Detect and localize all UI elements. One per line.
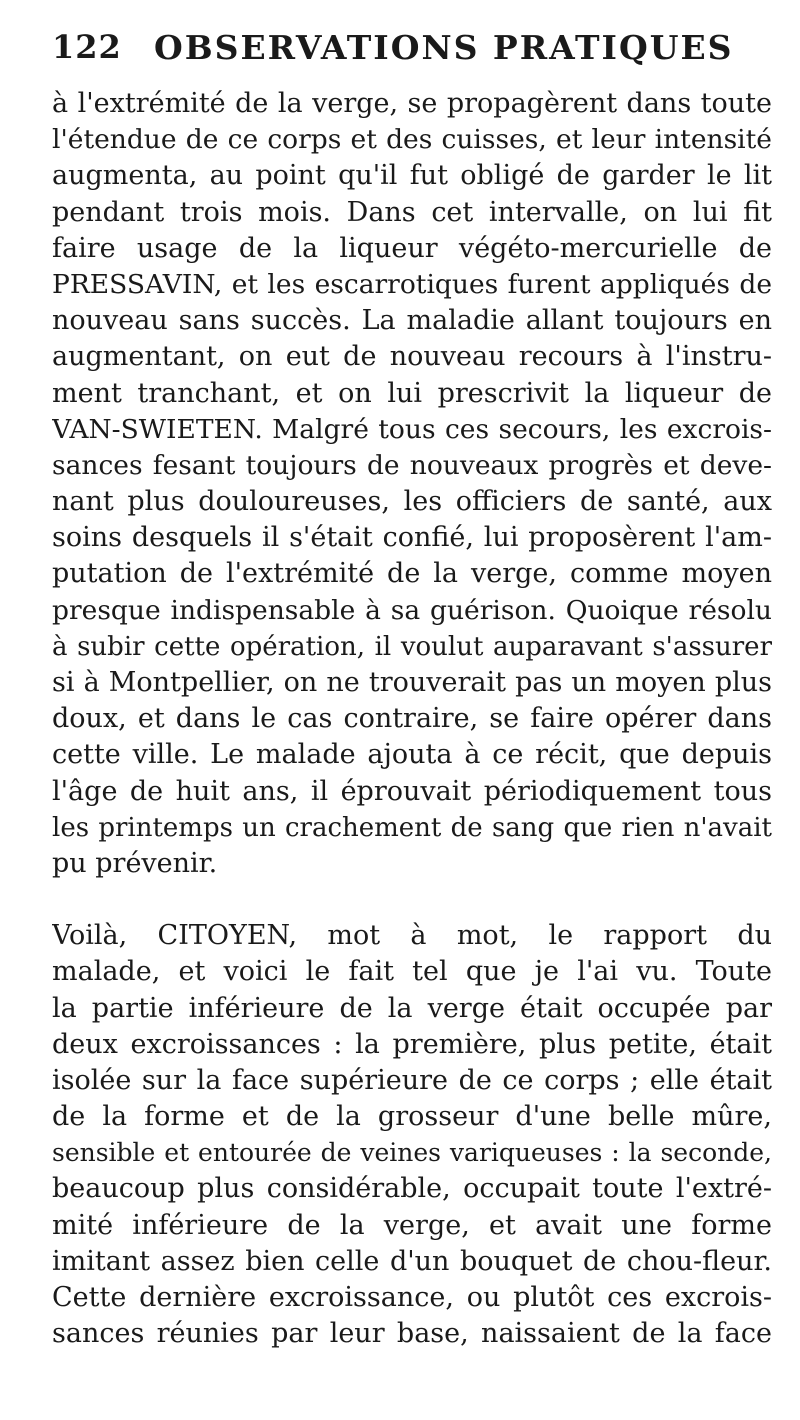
text-line: l'étendue de ce corps et des cuisses, et leur intensité [52,124,772,156]
page-number: 122 [52,28,122,66]
text-line: PRESSAVIN, et les escarrotiques furent appliqués de [52,268,772,300]
text-line: faire usage de la liqueur végéto-mercurielle de [52,232,772,264]
text-line: augmenta, au point qu'il fut obligé de garder le lit [52,160,772,192]
text-line: sances réunies par leur base, naissaient de la face [52,1318,772,1350]
text-line: à subir cette opération, il voulut auparavant s'assurer [52,631,772,662]
text-line: mité inférieure de la verge, et avait une forme [52,1209,772,1241]
text-line: nant plus douloureuses, les officiers de santé, aux [52,486,772,518]
text-line: à l'extrémité de la verge, se propagèrent dans toute [52,88,772,119]
text-line: augmentant, on eut de nouveau recours à l'instru- [52,341,772,373]
text-line: VAN-SWIETEN. Malgré tous ces secours, les excrois- [52,413,772,445]
text-line: beaucoup plus considérable, occupait toute l'extré- [52,1173,772,1205]
text-line: ment tranchant, et on lui prescrivit la liqueur de [52,377,772,409]
text-line: isolée sur la face supérieure de ce corps ; elle était [52,1064,772,1096]
text-line: imitant assez bien celle d'un bouquet de chou-fleur. [52,1245,772,1277]
text-line: Voilà, CITOYEN, mot à mot, le rapport du [52,920,772,952]
text-line: putation de l'extrémité de la verge, comme moyen [52,558,772,590]
page-header [52,28,772,78]
text-line: sensible et entourée de veines variqueuses : la seconde, [52,1138,772,1168]
text-line: la partie inférieure de la verge était occupée par [52,992,772,1024]
paragraph-2 [52,918,772,1352]
text-line: deux excroissances : la première, plus petite, était [52,1028,772,1060]
body-text [52,86,772,1352]
text-line: les printemps un crachement de sang que rien n'avait [52,812,772,843]
text-line: de la forme et de la grosseur d'une belle mûre, [52,1101,772,1133]
text-line: l'âge de huit ans, il éprouvait périodiquement tous [52,775,772,807]
text-line: cette ville. Le malade ajouta à ce récit, que depuis [52,739,772,771]
text-line: pu prévenir. [52,847,218,879]
text-line: pendant trois mois. Dans cet intervalle, on lui fit [52,196,772,228]
text-line: soins desquels il s'était confié, lui proposèrent l'am- [52,522,772,554]
text-line: sances fesant toujours de nouveaux progrès et deve- [52,449,772,481]
running-title: OBSERVATIONS PRATIQUES [154,28,734,67]
text-line: malade, et voici le fait tel que je l'ai vu. Toute [52,956,772,988]
paragraph-1 [52,86,772,882]
text-line: presque indispensable à sa guérison. Quoique résolu [52,594,772,626]
text-line: doux, et dans le cas contraire, se faire opérer dans [52,703,772,735]
text-line: Cette dernière excroissance, ou plutôt ces excrois- [52,1282,772,1313]
text-line: si à Montpellier, on ne trouverait pas un moyen plus [52,667,772,698]
text-line: nouveau sans succès. La maladie allant toujours en [52,305,772,337]
